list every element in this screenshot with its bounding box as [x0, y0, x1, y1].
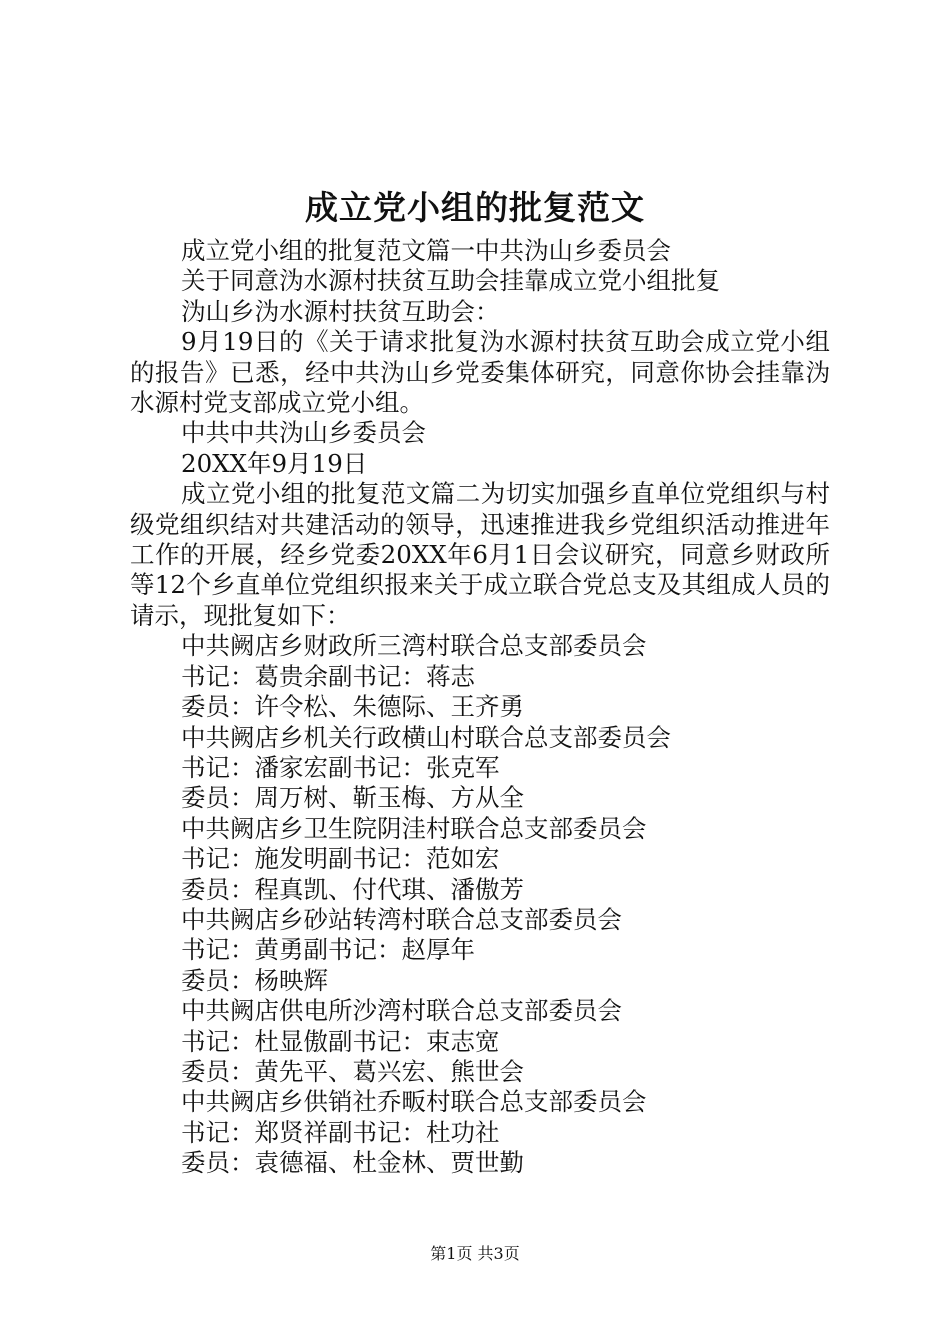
page-footer: 第1页 共3页: [430, 1244, 520, 1263]
paragraph: 成立党小组的批复范文篇一中共沩山乡委员会: [181, 236, 671, 265]
paragraph: 中共中共沩山乡委员会: [181, 418, 426, 448]
paragraph: 委员：许令松、朱德际、王齐勇: [181, 692, 524, 722]
paragraph: 20XX年9月19日: [181, 448, 368, 478]
paragraph: 中共阙店乡卫生院阴洼村联合总支部委员会: [181, 813, 647, 843]
paragraph: 委员：程真凯、付代琪、潘傲芳: [181, 874, 524, 904]
paragraph: 委员：周万树、靳玉梅、方从全: [181, 783, 524, 813]
paragraph: 关于同意沩水源村扶贫互助会挂靠成立党小组批复: [181, 266, 720, 296]
paragraph: 书记：潘家宏副书记：张克军: [181, 752, 500, 782]
paragraph: 书记：杜显傲副书记：束志宽: [181, 1026, 500, 1056]
paragraph: 书记：施发明副书记：范如宏: [181, 844, 500, 874]
paragraph: 中共阙店供电所沙湾村联合总支部委员会: [181, 996, 622, 1026]
paragraph: 9月19日的《关于请求批复沩水源村扶贫互助会成立党小组的报告》已悉，经中共沩山乡党委集体研究，同意你协会挂靠沩水源村党支部成立党小组。: [130, 327, 830, 418]
paragraph: 委员：袁德福、杜金林、贾世勤: [181, 1148, 524, 1178]
paragraph: 中共阙店乡供销社乔畈村联合总支部委员会: [181, 1087, 647, 1117]
paragraph: 书记：葛贵余副书记：蒋志: [181, 661, 475, 691]
paragraph: 沩山乡沩水源村扶贫互助会：: [181, 296, 500, 326]
document-title: 成立党小组的批复范文: [305, 188, 645, 227]
document-body: [130, 236, 830, 1179]
paragraph: 委员：黄先平、葛兴宏、熊世会: [181, 1056, 524, 1086]
paragraph: 书记：黄勇副书记：赵厚年: [181, 935, 475, 965]
paragraph: 中共阙店乡砂站转湾村联合总支部委员会: [181, 904, 622, 934]
paragraph: 成立党小组的批复范文篇二为切实加强乡直单位党组织与村级党组织结对共建活动的领导，迅速推进我乡党组织活动推进年工作的开展，经乡党委20XX年6月1日会议研究，同意乡财政所等12个乡直单位党组织报来关于成立联合党总支及其组成人员的请示，现批复如下：: [130, 479, 830, 630]
paragraph: 书记：郑贤祥副书记：杜功社: [181, 1117, 500, 1147]
paragraph: 委员：杨映辉: [181, 965, 328, 995]
paragraph: 中共阙店乡财政所三湾村联合总支部委员会: [181, 631, 647, 661]
paragraph: 中共阙店乡机关行政横山村联合总支部委员会: [181, 722, 671, 752]
